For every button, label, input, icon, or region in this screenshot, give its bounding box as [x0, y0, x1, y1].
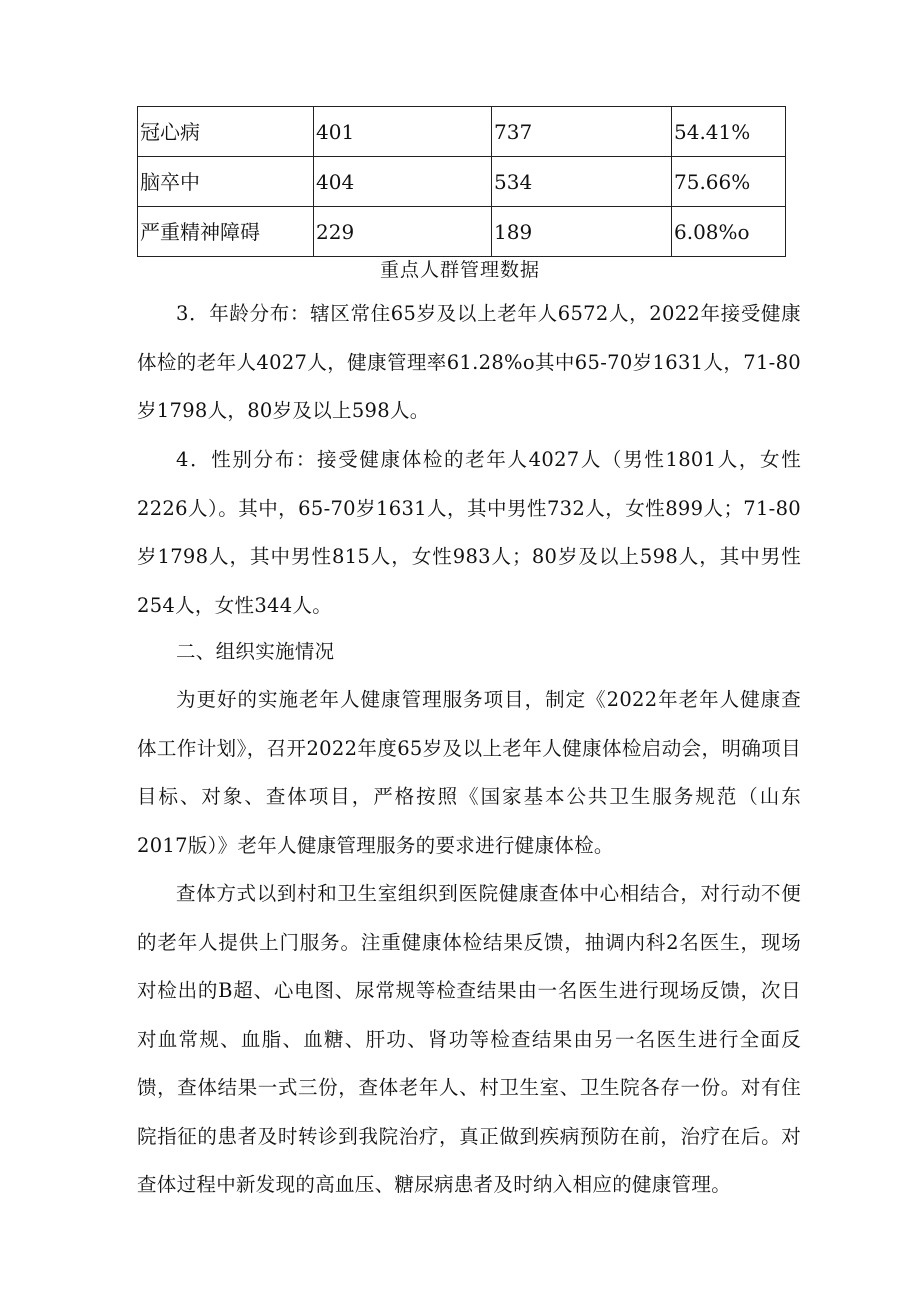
table-cell: 6.08%o [672, 207, 786, 257]
table-row [138, 107, 786, 157]
table-cell: 404 [314, 157, 492, 207]
paragraph-implementation: 为更好的实施老年人健康管理服务项目，制定《2022年老年人健康查体工作计划》，召开2022年度65岁及以上老年人健康体检启动会，明确项目目标、对象、查体项目，严格按照《国家基本公共卫生服务规范（山东2017版）》老年人健康管理服务的要求进行健康体检。 [137, 688, 801, 857]
table-cell: 冠心病 [138, 107, 314, 157]
table-cell: 229 [314, 207, 492, 257]
table-cell: 脑卒中 [138, 157, 314, 207]
table-cell: 75.66% [672, 157, 786, 207]
table-caption: 重点人群管理数据 [379, 259, 540, 281]
table-row [138, 207, 786, 257]
table-cell: 54.41% [672, 107, 786, 157]
table-row [138, 157, 786, 207]
paragraph-age-distribution: 3．年龄分布：辖区常住65岁及以上老年人6572人，2022年接受健康体检的老年人4027人，健康管理率61.28%o其中65-70岁1631人，71-80岁1798人，80岁及以上598人。 [137, 302, 801, 422]
table-cell: 737 [492, 107, 672, 157]
section-heading: 二、组织实施情况 [176, 640, 335, 663]
table-cell: 534 [492, 157, 672, 207]
table-cell: 189 [492, 207, 672, 257]
table-cell: 401 [314, 107, 492, 157]
key-population-table [137, 106, 786, 257]
paragraph-checkup-method: 查体方式以到村和卫生室组织到医院健康查体中心相结合，对行动不便的老年人提供上门服务。注重健康体检结果反馈，抽调内科2名医生，现场对检出的B超、心电图、尿常规等检查结果由一名医生进行现场反馈，次日对血常规、血脂、血糖、肝功、肾功等检查结果由另一名医生进行全面反馈，查体结果一式三份，查体老年人、村卫生室、卫生院各存一份。对有住院指征的患者及时转诊到我院治疗，真正做到疾病预防在前，治疗在后。对查体过程中新发现的高血压、糖尿病患者及时纳入相应的健康管理。 [137, 882, 801, 1196]
table-cell: 严重精神障碍 [138, 207, 314, 257]
paragraph-gender-distribution: 4．性别分布：接受健康体检的老年人4027人（男性1801人，女性2226人）。其中，65-70岁1631人，其中男性732人，女性899人；71-80岁1798人，其中男性815人，女性983人；80岁及以上598人，其中男性254人，女性344人。 [137, 448, 801, 617]
